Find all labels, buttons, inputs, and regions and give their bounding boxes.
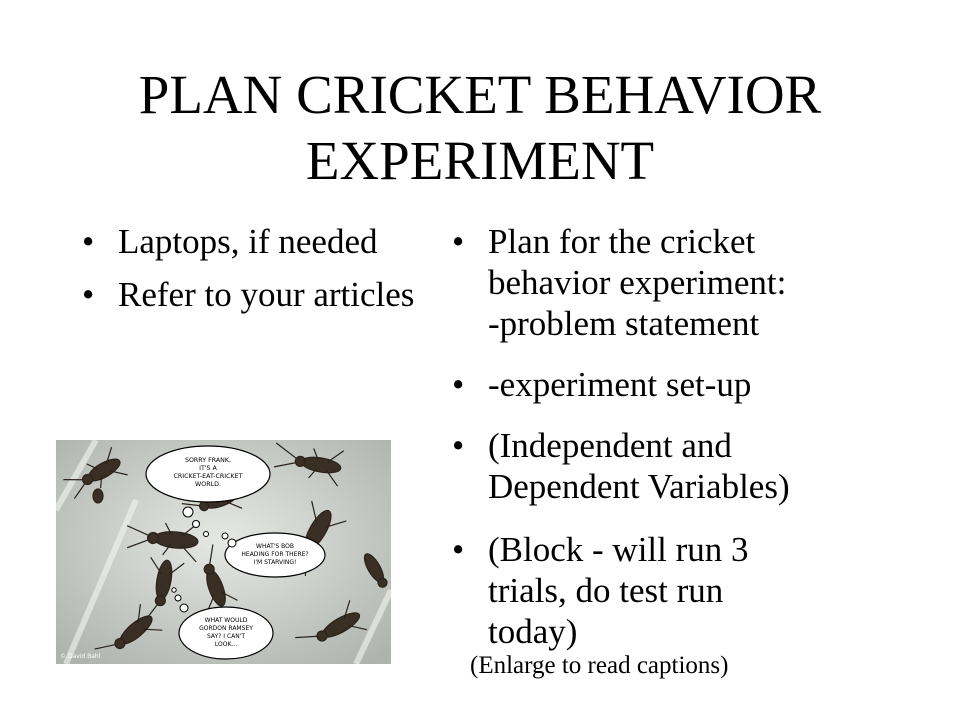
right-bullet-block-line-1: (Block - will run 3	[488, 530, 749, 569]
right-bullet-variables-line-1: (Independent and	[488, 426, 732, 465]
bubble-1-line-1: SORRY FRANK,	[184, 457, 232, 464]
bubble-3-line-2: GORDON RAMSEY	[199, 625, 253, 632]
bubble-2-line-3: I'M STARVING!	[253, 559, 297, 566]
right-bullet-plan-line-1: Plan for the cricket	[488, 222, 756, 261]
cricket-photo	[56, 440, 391, 664]
photo-credit: © David Bahl	[60, 653, 101, 660]
right-bullet-plan-line-3: -problem statement	[488, 304, 760, 343]
right-bullet-block-line-2: trials, do test run	[488, 571, 724, 610]
right-bullet-variables-line-2: Dependent Variables)	[488, 467, 790, 506]
right-bullet-block	[452, 529, 912, 652]
slide-title-line-1: PLAN CRICKET BEHAVIOR	[138, 64, 822, 125]
right-bullet-plan-line-2: behavior experiment:	[488, 263, 787, 302]
bubble-3-line-3: SAY? I CAN'T	[206, 633, 246, 640]
bubble-1-line-4: WORLD.	[195, 481, 221, 488]
bubble-3-line-1: WHAT WOULD	[204, 617, 248, 624]
right-bullet-variables	[452, 425, 912, 507]
right-bullet-setup	[452, 364, 912, 405]
enlarge-caption: (Enlarge to read captions)	[470, 652, 729, 679]
left-bullet-articles: • Refer to your articles	[82, 274, 442, 315]
bubble-1-line-2: IT'S A	[199, 465, 217, 472]
right-bullet-list	[452, 221, 912, 672]
bubble-2-line-2: HEADING FOR THERE?	[241, 551, 309, 558]
right-bullet-plan	[452, 221, 912, 344]
right-bullet-block-line-3: today)	[488, 612, 578, 651]
right-bullet-setup-line-1: -experiment set-up	[488, 365, 752, 404]
bubble-3-line-4: LOOK...	[214, 641, 238, 648]
slide-title	[0, 62, 960, 194]
left-bullet-laptops: • Laptops, if needed	[82, 221, 442, 262]
bubble-2-line-1: WHAT'S BOB	[256, 543, 294, 550]
cricket-debris	[93, 489, 103, 503]
slide-title-line-2: EXPERIMENT	[305, 130, 655, 191]
cricket-photo-illustration	[56, 440, 391, 664]
left-bullet-list	[82, 221, 442, 327]
bubble-1-line-3: CRICKET-EAT-CRICKET	[173, 473, 243, 480]
